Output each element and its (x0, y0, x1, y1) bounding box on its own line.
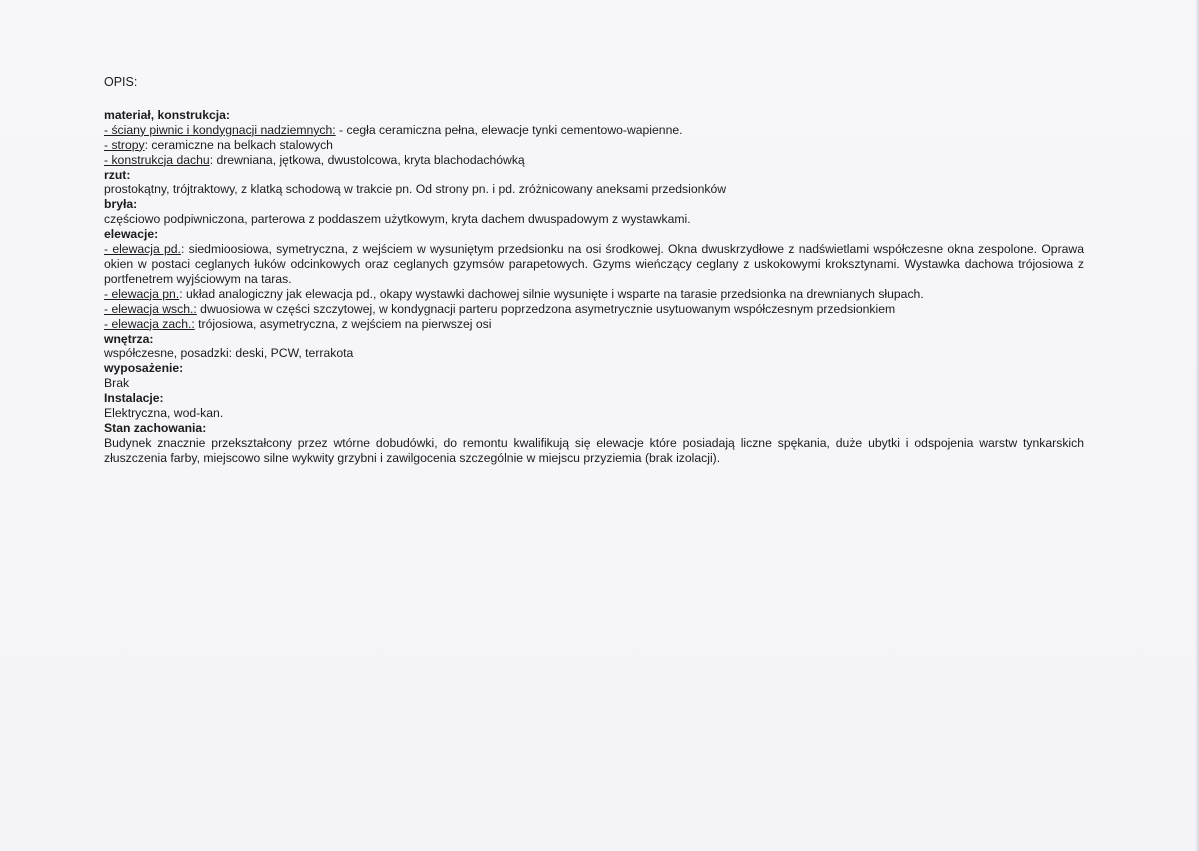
elewacja-west-label: - elewacja zach.: (104, 316, 195, 331)
section-wyposazenie (104, 361, 1084, 391)
elewacja-south-text: : siedmioosiowa, symetryczna, z wejściem w wysuniętym przedsionku na osi środkowej. Okna dwuskrzydłowe z nadświetlami współczesne okna zespolone. Oprawa okien w postaci ceglanych łuków odcinkowych oraz ceglanych gzymsów parapetowych. Gzyms wieńczący ceglany z uskokowymi kroksztynami. Wystawka dachowa trójosiowa z portfenetrem wyjściowym na taras. (104, 242, 1084, 286)
elewacja-south-label: - elewacja pd. (104, 242, 181, 257)
section-heading-wyposazenie: wyposażenie: (104, 361, 184, 376)
document-title: OPIS: (104, 75, 138, 89)
material-label-walls: - ściany piwnic i kondygnacji nadziemnych: (104, 122, 336, 137)
section-heading-elewacje: elewacje: (104, 227, 159, 242)
elewacja-north-label: - elewacja pn. (104, 286, 180, 301)
document-body (104, 75, 1084, 466)
section-heading-instalacje: Instalacje: (104, 391, 164, 406)
bryla-text: częściowo podpiwniczona, parterowa z poddaszem użytkowym, kryta dachem dwuspadowym z wystawkami. (104, 212, 691, 227)
elewacja-west (104, 317, 1084, 332)
page-edge-shadow (1195, 0, 1199, 851)
section-heading-stan: Stan zachowania: (104, 420, 207, 435)
instalacje-text: Elektryczna, wod-kan. (104, 406, 224, 421)
section-heading-rzut: rzut: (104, 167, 131, 182)
material-line-roof (104, 153, 1084, 168)
elewacja-west-text: trójosiowa, asymetryczna, z wejściem na pierwszej osi (194, 316, 492, 331)
section-heading-bryla: bryła: (104, 197, 138, 212)
section-stan (104, 421, 1084, 466)
elewacja-north-text: : układ analogiczny jak elewacja pd., okapy wystawki dachowej silnie wysunięte i wsparte na tarasie przedsionka na drewnianych słupach. (179, 286, 924, 301)
wyposazenie-text: Brak (104, 376, 130, 391)
material-text-roof: : drewniana, jętkowa, dwustolcowa, kryta blachodachówką (209, 152, 525, 167)
section-wnetrza (104, 332, 1084, 362)
section-material (104, 108, 1084, 168)
material-line-walls (104, 123, 1084, 138)
elewacja-east-text: dwuosiowa w części szczytowej, w kondygnacji parteru poprzedzona asymetrycznie usytuowanym współczesnym przedsionkiem (196, 301, 896, 316)
material-line-ceilings (104, 138, 1084, 153)
elewacja-east (104, 302, 1084, 317)
section-elewacje (104, 227, 1084, 331)
wnetrza-text: współczesne, posadzki: deski, PCW, terrakota (104, 346, 354, 361)
elewacja-east-label: - elewacja wsch.: (104, 301, 197, 316)
elewacja-north (104, 287, 1084, 302)
material-text-walls: - cegła ceramiczna pełna, elewacje tynki cementowo-wapienne. (335, 122, 683, 137)
section-instalacje (104, 391, 1084, 421)
section-rzut (104, 168, 1084, 198)
material-label-roof: - konstrukcja dachu (104, 152, 210, 167)
material-text-ceilings: : ceramiczne na belkach stalowych (144, 137, 333, 152)
material-label-ceilings: - stropy (104, 137, 145, 152)
elewacja-south (104, 242, 1084, 287)
section-bryla (104, 197, 1084, 227)
stan-text: Budynek znacznie przekształcony przez wtórne dobudówki, do remontu kwalifikują się elewacje które posiadają liczne spękania, duże ubytki i odspojenia warstw tynkarskich złuszczenia farby, miejscowo silne wykwity grzybni i zawilgocenia szczególnie w miejscu przyziemia (brak izolacji). (104, 435, 1084, 465)
section-heading-material: materiał, konstrukcja: (104, 107, 230, 122)
rzut-text: prostokątny, trójtraktowy, z klatką schodową w trakcie pn. Od strony pn. i pd. zróżnicowany aneksami przedsionków (104, 182, 727, 197)
section-heading-wnetrza: wnętrza: (104, 331, 154, 346)
